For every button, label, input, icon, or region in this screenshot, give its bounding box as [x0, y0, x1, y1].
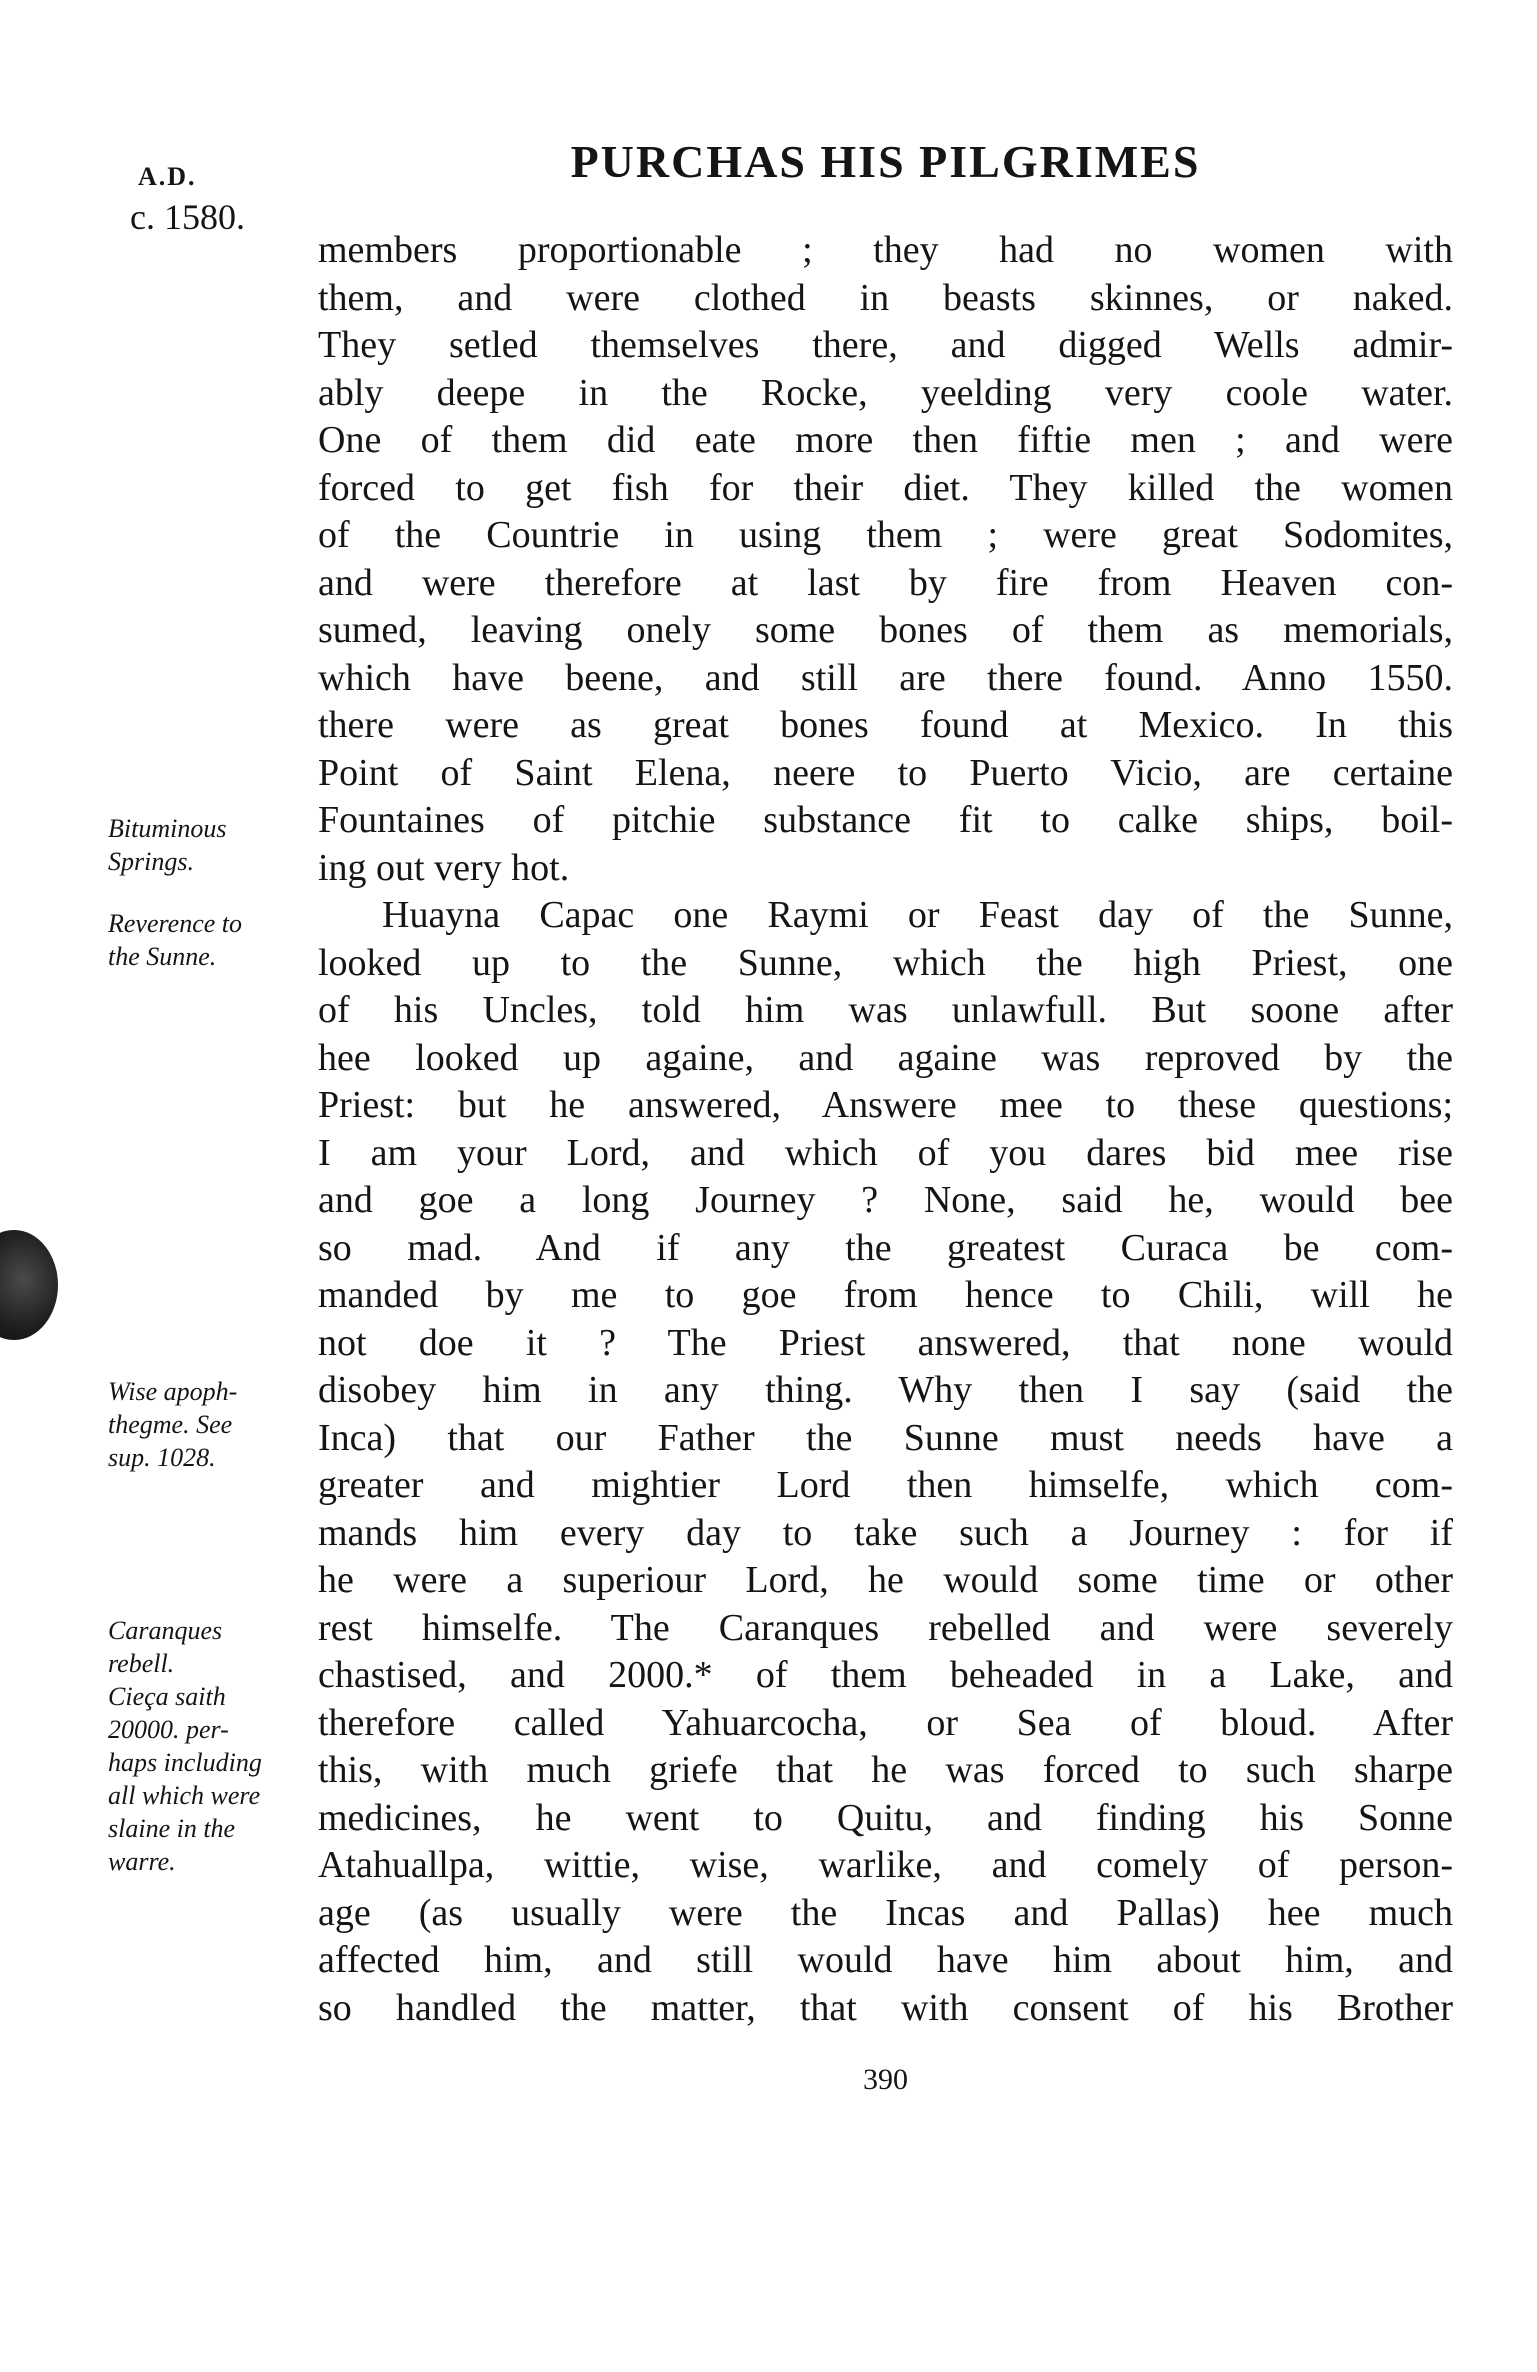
text-line: mands him every day to take such a Journey : for if [318, 1511, 1453, 1554]
text-line: he were a superiour Lord, he would some time or other [318, 1559, 1453, 1601]
text-line: Priest: but he answered, Answere mee to these questions; [318, 1084, 1453, 1126]
text-line: members proportionable ; they had no women with [318, 229, 1453, 271]
text-line: Inca) that our Father the Sunne must needs have a [318, 1416, 1453, 1459]
text-line: Atahuallpa, wittie, wise, warlike, and comely of person- [318, 1844, 1453, 1886]
text-line: forced to get fish for their diet. They killed the women [318, 466, 1453, 509]
text-line: chastised, and 2000.* of them beheaded in a Lake, and [318, 1654, 1453, 1696]
text-line: hee looked up againe, and againe was reproved by the [318, 1036, 1453, 1079]
text-line: manded by me to goe from hence to Chili, will he [318, 1274, 1453, 1316]
text-line: I am your Lord, and which of you dares bid mee rise [318, 1131, 1453, 1174]
text-line: looked up to the Sunne, which the high Priest, one [318, 941, 1453, 984]
text-line: sumed, leaving onely some bones of them as memorials, [318, 609, 1453, 651]
text-line: rest himselfe. The Caranques rebelled and were severely [318, 1606, 1453, 1649]
text-line: One of them did eate more then fiftie men ; and were [318, 419, 1453, 461]
text-line: They setled themselves there, and digged Wells admir- [318, 324, 1453, 366]
margin-note-apophthegme: Wise apoph- thegme. See sup. 1028. [108, 1377, 238, 1472]
text-line: so handled the matter, that with consent of his Brother [318, 1986, 1453, 2029]
thumb-shadow [0, 1230, 58, 1340]
text-line: of the Countrie in using them ; were great Sodomites, [318, 514, 1453, 556]
text-line: ing out very hot. [318, 846, 570, 889]
text-line: Huayna Capac one Raymi or Feast day of the Sunne, [382, 894, 1453, 936]
page-number: 390 [863, 2063, 908, 2096]
margin-note-reverence: Reverence to the Sunne. [108, 909, 242, 971]
text-line: Fountaines of pitchie substance fit to calke ships, boil- [318, 799, 1453, 841]
margin-date-era: A.D. [138, 162, 197, 191]
text-line: Point of Saint Elena, neere to Puerto Vicio, are certaine [318, 751, 1453, 794]
text-line: which have beene, and still are there found. Anno 1550. [318, 656, 1453, 699]
text-line: disobey him in any thing. Why then I say (said the [318, 1369, 1453, 1411]
text-line: affected him, and still would have him about him, and [318, 1939, 1453, 1981]
text-line: of his Uncles, told him was unlawfull. But soone after [318, 989, 1453, 1031]
text-line: medicines, he went to Quitu, and finding his Sonne [318, 1796, 1453, 1839]
margin-note-bituminous: Bituminous Springs. [108, 814, 227, 876]
margin-date-year: c. 1580. [130, 197, 245, 237]
text-line: so mad. And if any the greatest Curaca be com- [318, 1226, 1453, 1269]
text-line: greater and mightier Lord then himselfe, which com- [318, 1464, 1453, 1506]
text-line: therefore called Yahuarcocha, or Sea of bloud. After [318, 1701, 1453, 1744]
margin-note-caranques: Caranques rebell. Cieça saith 20000. per- haps including all which were slaine in the warre. [108, 1616, 262, 1876]
text-line: and were therefore at last by fire from Heaven con- [318, 561, 1453, 604]
text-line: ably deepe in the Rocke, yeelding very coole water. [318, 371, 1453, 414]
body-text [318, 227, 1453, 2032]
text-line: them, and were clothed in beasts skinnes, or naked. [318, 276, 1453, 319]
text-line: not doe it ? The Priest answered, that none would [318, 1321, 1453, 1364]
text-line: age (as usually were the Incas and Pallas) hee much [318, 1891, 1453, 1934]
text-line: and goe a long Journey ? None, said he, would bee [318, 1179, 1453, 1221]
text-line: there were as great bones found at Mexico. In this [318, 704, 1453, 746]
running-head: PURCHAS HIS PILGRIMES [570, 136, 1201, 187]
text-line: this, with much griefe that he was forced to such sharpe [318, 1749, 1453, 1791]
